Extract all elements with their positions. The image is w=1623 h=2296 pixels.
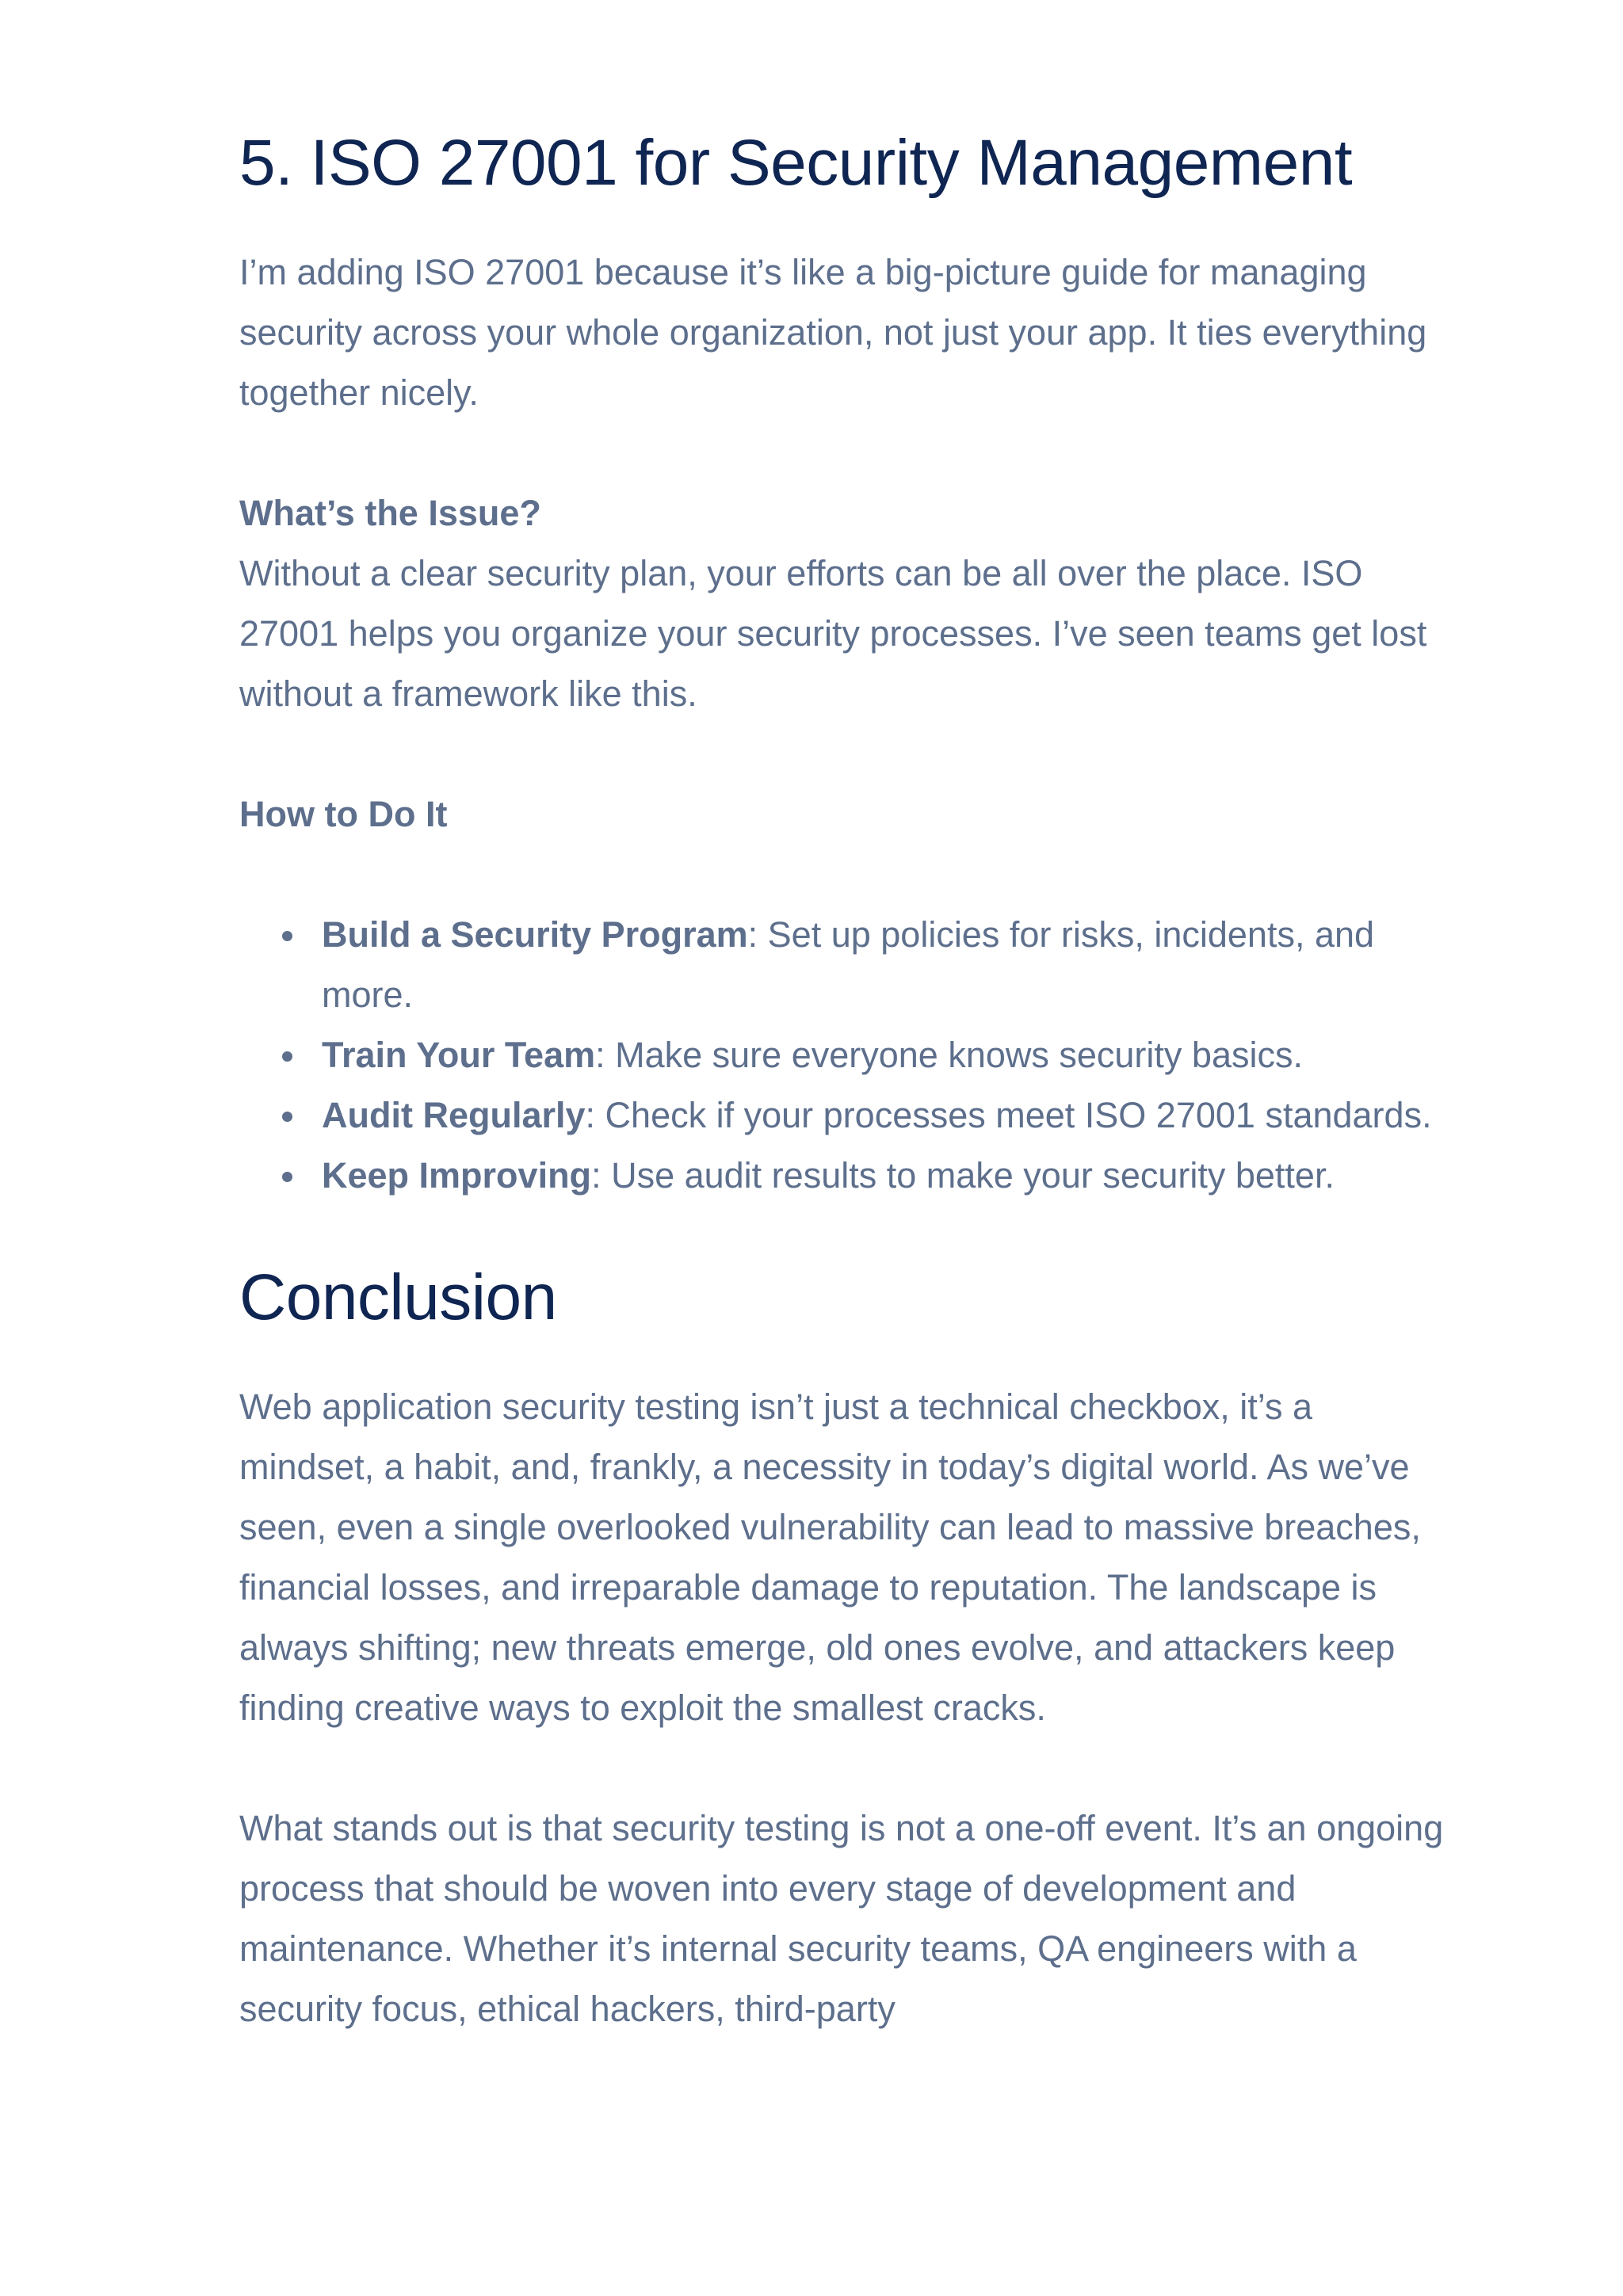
step-text: : Use audit results to make your security better. [591,1155,1335,1196]
bullet-icon [282,1112,292,1122]
step-label: Build a Security Program [322,914,748,955]
step-text: : Make sure everyone knows security basics. [595,1035,1303,1075]
step-label: Train Your Team [322,1035,596,1075]
list-item [322,1025,1444,1085]
how-block [239,784,1444,845]
issue-paragraph: Without a clear security plan, your efforts can be all over the place. ISO 27001 helps you organize your security processes. I’ve seen teams get lost without a framework like this. [239,553,1427,714]
step-label: Audit Regularly [322,1095,586,1135]
how-subheading: How to Do It [239,794,448,834]
list-item [322,1146,1444,1206]
conclusion-paragraph-2: What stands out is that security testing is not a one-off event. It’s an ongoing process that should be woven into every stage of development and maintenance. Whether it’s internal security teams, QA engineers with a security focus, ethical hackers, third-party [239,1808,1444,2029]
step-label: Keep Improving [322,1155,592,1196]
conclusion-paragraph-1: Web application security testing isn’t just a technical checkbox, it’s a mindset, a habit, and, frankly, a necessity in today’s digital world. As we’ve seen, even a single overlooked vulnerability can lead to massive breaches, financial losses, and irreparable damage to reputation. The landscape is always shifting; new threats emerge, old ones evolve, and attackers keep finding creative ways to exploit the smallest cracks. [239,1386,1421,1728]
intro-paragraph: I’m adding ISO 27001 because it’s like a big-picture guide for managing security across your whole organization, not just your app. It ties everything together nicely. [239,252,1427,413]
bullet-icon [282,1172,292,1182]
list-item [322,905,1444,1025]
step-text: : Set up policies for risks, incidents, and more. [322,914,1375,1015]
issue-block [239,483,1444,724]
list-item [322,1085,1444,1146]
article-body [239,119,1444,2039]
bullet-icon [282,1051,292,1062]
steps-list [239,905,1444,1206]
issue-subheading: What’s the Issue? [239,493,541,533]
step-text: : Check if your processes meet ISO 27001 standards. [585,1095,1432,1135]
bullet-icon [282,931,292,941]
section-heading-iso27001: 5. ISO 27001 for Security Management [239,127,1353,199]
section-heading-conclusion: Conclusion [239,1261,557,1333]
